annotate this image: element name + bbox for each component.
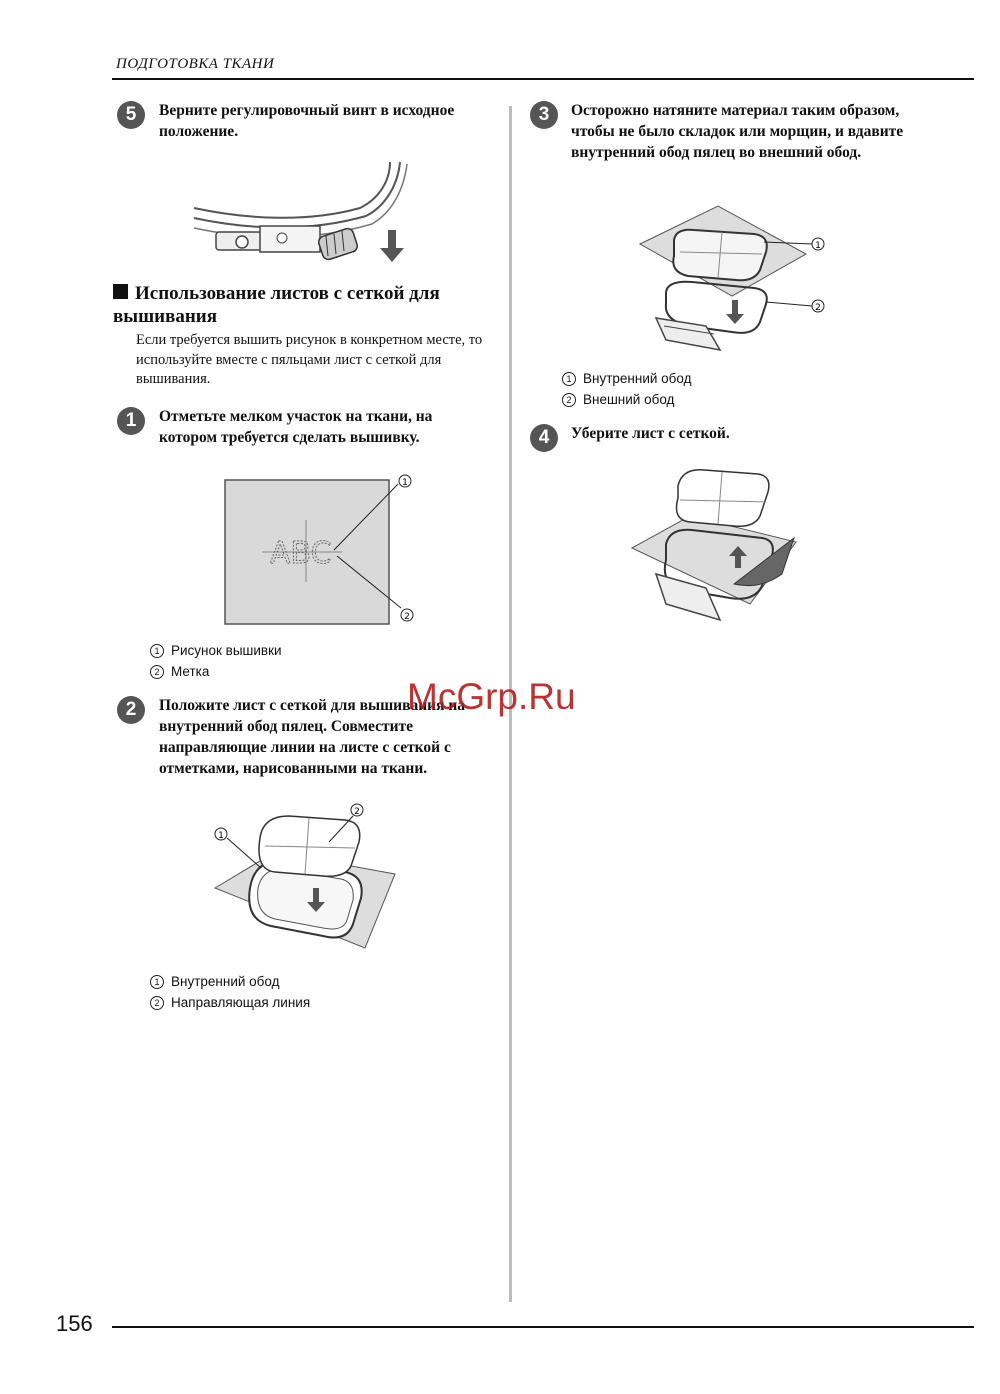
callout-2: 2 [404, 612, 410, 622]
adjustment-screw-figure [190, 160, 410, 270]
grid-sheet-figure [205, 798, 405, 958]
step-5-badge: 5 [117, 101, 145, 129]
step-4-text: Уберите лист с сеткой. [571, 425, 730, 442]
outer-hoop-figure [636, 200, 836, 360]
callout-2: 2 [354, 807, 360, 817]
fabric-mark-figure [222, 470, 422, 630]
step-1-text: Отметьте мелком участок на ткани, на котором требуется сделать вышивку. [159, 408, 433, 446]
step-2-text: Положите лист с сеткой для вышивания на внутренний обод пялец. Совместите направляющие линии на листе с сеткой с отметками, нарисованными на ткани. [159, 697, 466, 777]
section-heading: Использование листов с сеткой для вышивания [113, 283, 440, 327]
step-2-badge: 2 [117, 696, 145, 724]
step-1-caption-2: 2 Метка [150, 663, 209, 681]
callout-1: 1 [815, 241, 821, 251]
step-2-caption-1: 1 Внутренний обод [150, 973, 279, 991]
callout-1: 1 [402, 478, 408, 488]
step-1-caption-1: 1 Рисунок вышивки [150, 642, 282, 660]
callout-1: 1 [218, 831, 224, 841]
step-4-badge: 4 [530, 424, 558, 452]
step-2-caption-2: 2 Направляющая линия [150, 994, 310, 1012]
heading-square-icon [113, 284, 128, 299]
embroidery-pattern-text: ABC [270, 536, 332, 571]
step-5-text: Верните регулировочный винт в исходное положение. [159, 102, 455, 140]
watermark: McGrp.Ru [407, 676, 576, 717]
step-3-badge: 3 [530, 101, 558, 129]
callout-2: 2 [815, 303, 821, 313]
step-3-text: Осторожно натяните материал таким образом, чтобы не было складок или морщин, и вдавите внутренний обод пялец во внешний обод. [571, 102, 904, 161]
step-3-caption-2: 2 Внешний обод [562, 391, 674, 409]
footer-rule [112, 1326, 974, 1328]
section-intro: Если требуется вышить рисунок в конкретном месте, то используйте вместе с пяльцами лист с сеткой для вышивания. [136, 332, 483, 387]
header-rule [112, 78, 974, 80]
step-3-caption-1: 1 Внутренний обод [562, 370, 691, 388]
running-header: ПОДГОТОВКА ТКАНИ [116, 56, 275, 72]
remove-sheet-figure [630, 464, 800, 624]
page-number: 156 [56, 1311, 93, 1336]
step-1-badge: 1 [117, 407, 145, 435]
